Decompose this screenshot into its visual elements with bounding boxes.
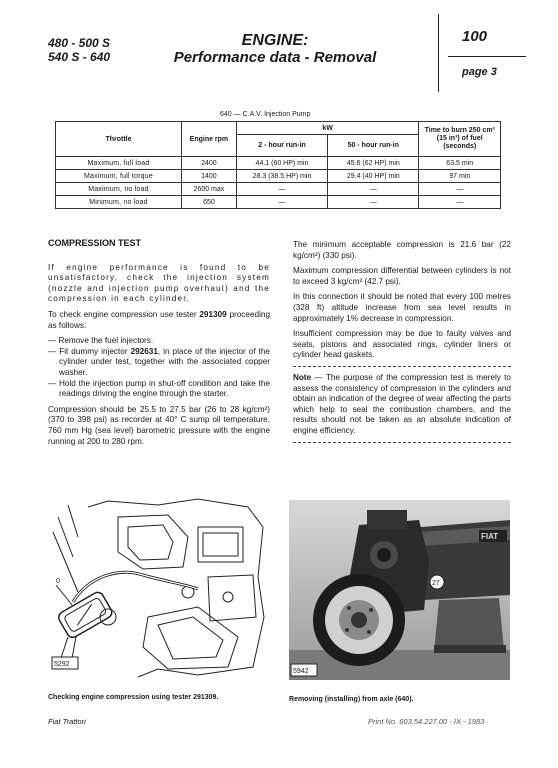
- tractor-removal-photo: [289, 500, 510, 680]
- table-row: [56, 170, 501, 183]
- figure-number-1: 5292: [54, 661, 70, 668]
- list-item: [48, 347, 270, 379]
- header-50h-run: 50 - hour run-in: [328, 135, 419, 157]
- table-row: [56, 196, 501, 209]
- section-title: COMPRESSION TEST: [48, 238, 142, 248]
- paragraph: The minimum acceptable compression is 21.6 bar (22 kg/cm²) (330 psi).: [293, 240, 511, 260]
- page-label: page 3: [462, 66, 497, 78]
- cell-rpm: 2600 max: [181, 183, 236, 196]
- cell-rpm: 650: [181, 196, 236, 209]
- text: , in place of the injector of the cylinder under test, together with the associated copper washer.: [59, 346, 270, 377]
- cell-burn: 97 min: [419, 170, 501, 183]
- procedure-steps: [48, 336, 270, 400]
- fiat-badge: FIAT: [481, 532, 499, 541]
- header-2h-run: 2 - hour run-in: [236, 135, 327, 157]
- paragraph: If engine performance is found to be unsatisfactory, check the injection system (nozzle and injection pump overhaul) and the compression in each cylinder.: [48, 262, 270, 304]
- header-divider-vertical: [438, 14, 439, 92]
- header-burn-time: Time to burn 250 cm³ (15 in³) of fuel (seconds): [419, 122, 501, 157]
- tool-number: 291309: [199, 309, 227, 319]
- header-throttle: Throttle: [56, 122, 182, 157]
- cell-throttle: Maximum, full torque: [56, 170, 182, 183]
- cell-burn: —: [419, 183, 501, 196]
- note-text: — The purpose of the compression test is merely to assess the consistency of compression in the cylinders and obtain an indication of the degree of wear affecting the parts which help to seal the combustion chambers, and the results should not be taken as an absolute indication of engine efficiency.: [293, 372, 511, 435]
- cell-throttle: Maximum, no load: [56, 183, 182, 196]
- figure-caption-1: Checking engine compression using tester 291309.: [48, 694, 219, 701]
- cell-run50: —: [328, 183, 419, 196]
- svg-text:0: 0: [56, 578, 60, 585]
- right-column: [293, 240, 511, 449]
- table-caption: 640 — C.A.V. Injection Pump: [220, 111, 311, 118]
- paragraph: Insufficient compression may be due to faulty valves and seats, pistons and associated rings, cylinder liners or cylinder head gaskets.: [293, 329, 511, 360]
- note-paragraph: [293, 373, 511, 437]
- page-title: [150, 32, 400, 66]
- cell-run50: —: [328, 196, 419, 209]
- figure-caption-2: Removing (installing) from axle (640).: [289, 696, 414, 703]
- cell-throttle: Maximum, full load: [56, 157, 182, 170]
- section-number: 100: [462, 28, 488, 45]
- cell-burn: 63.5 min: [419, 157, 501, 170]
- callout-number: 27: [432, 580, 440, 587]
- model-numbers: [48, 36, 110, 64]
- cell-run50: 29.4 (40 HP) min: [328, 170, 419, 183]
- cell-run2: 44.1 (60 HP) min: [236, 157, 327, 170]
- cell-run2: —: [236, 183, 327, 196]
- performance-table: [55, 121, 501, 209]
- header-kw: kW: [236, 122, 419, 135]
- models-line-1: 480 - 500 S: [48, 36, 111, 50]
- cell-run2: 28.3 (38.5 HP) min: [236, 170, 327, 183]
- header-engine-rpm: Engine rpm: [181, 122, 236, 157]
- title-line-1: ENGINE:: [241, 32, 309, 49]
- note-label: Note: [293, 372, 312, 382]
- cell-run50: 45.6 (62 HP) min: [328, 157, 419, 170]
- table-row: [56, 157, 501, 170]
- models-line-2: 540 S - 640: [48, 50, 111, 64]
- text: proceeding as follows:: [48, 309, 270, 330]
- text: — Fit dummy injector: [48, 346, 131, 356]
- left-column: [48, 238, 270, 452]
- list-item: — Hold the injection pump in shut-off condition and take the readings driving the engine through the starter.: [48, 378, 270, 399]
- figure-number-2: 5942: [293, 668, 309, 675]
- paragraph: Compression should be 25.5 to 27.5 bar (26 to 28 kg/cm²) (370 to 398 psi) as recorder at 40° C sump oil temperature, 760 mm Hg (sea level) barometric pressure with the engine running at 200 to 280 rpm.: [48, 404, 270, 446]
- cell-rpm: 2400: [181, 157, 236, 170]
- list-item: — Remove the fuel injectors.: [48, 336, 154, 346]
- tool-number: 292631: [130, 346, 158, 356]
- cell-run2: —: [236, 196, 327, 209]
- footer-print-number: Print No. 603.54.227.00 - IX - 1983: [368, 717, 485, 726]
- title-line-2: Performance data - Removal: [173, 49, 377, 66]
- dashed-divider: [293, 366, 511, 367]
- footer-publisher: Fiat Trattori: [48, 717, 86, 726]
- table-row: [56, 183, 501, 196]
- cell-rpm: 1400: [181, 170, 236, 183]
- cell-throttle: Minimum, no load: [56, 196, 182, 209]
- paragraph: In this connection it should be noted that every 100 metres (328 ft) altitude increase from sea level results in approximately 1% decrease in compression.: [293, 292, 511, 323]
- dashed-divider: [293, 442, 511, 443]
- header-divider-horizontal: [448, 56, 526, 57]
- compression-tester-illustration: [48, 497, 270, 679]
- cell-burn: —: [419, 196, 501, 209]
- paragraph: [48, 310, 270, 331]
- text: To check engine compression use tester: [48, 309, 200, 319]
- paragraph: Maximum compression differential between cylinders is not to exceed 3 kg/cm² (42.7 psi).: [293, 266, 511, 286]
